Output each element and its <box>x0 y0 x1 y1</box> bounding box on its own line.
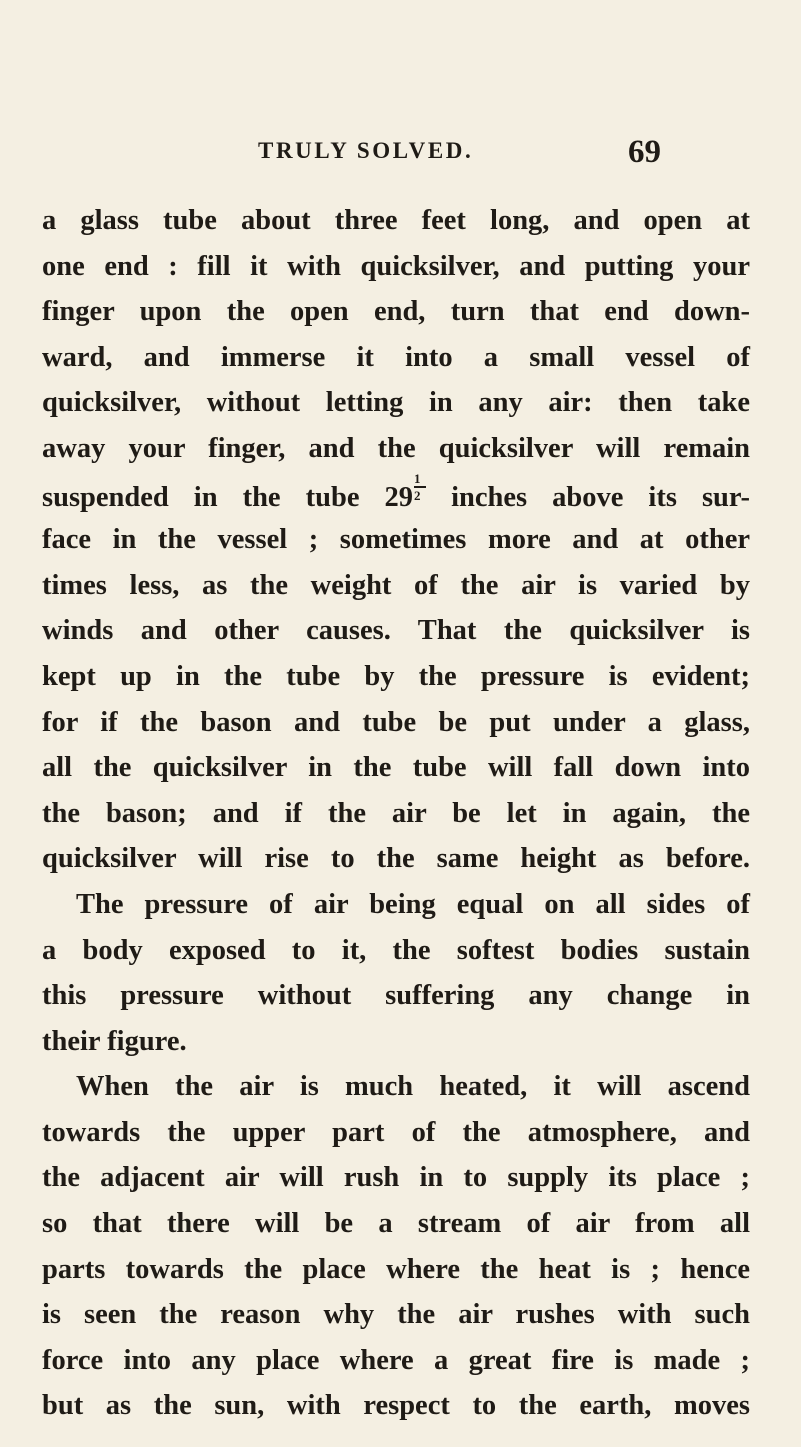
paragraph-start-line: When the air is much heated, it will ascend <box>76 1071 750 1103</box>
paragraph-end-line: their figure. <box>42 1025 187 1057</box>
text-line: away your finger, and the quicksilver will remain <box>42 432 750 464</box>
running-title: TRULY SOLVED. <box>258 138 474 163</box>
text-line: kept up in the tube by the pressure is evident; <box>42 660 750 692</box>
text-line: the bason; and if the air be let in again, the <box>42 797 750 829</box>
text-line: parts towards the place where the heat is ; hence <box>42 1253 750 1285</box>
page-number: 69 <box>628 134 661 170</box>
text-line: one end : fill it with quicksilver, and putting your <box>42 250 750 282</box>
text-line: winds and other causes. That the quicksilver is <box>42 615 750 647</box>
text-line: a body exposed to it, the softest bodies sustain <box>42 934 750 966</box>
text-line: all the quicksilver in the tube will fall down into <box>42 752 750 784</box>
text-line: towards the upper part of the atmosphere, and <box>42 1116 750 1148</box>
text-line: quicksilver, without letting in any air: then take <box>42 387 750 419</box>
text-line: times less, as the weight of the air is varied by <box>42 569 750 601</box>
text-line: this pressure without suffering any change in <box>42 980 750 1012</box>
paragraph-start-line: The pressure of air being equal on all sides of <box>76 888 750 920</box>
text-line: so that there will be a stream of air from all <box>42 1208 750 1240</box>
fraction-denominator: 2 <box>414 487 421 503</box>
number-29: 29 <box>384 481 414 513</box>
text-line: force into any place where a great fire is made ; <box>42 1344 750 1376</box>
text-line: but as the sun, with respect to the earth, moves <box>42 1390 750 1422</box>
text-line: ward, and immerse it into a small vessel of <box>42 341 750 373</box>
text-line: finger upon the open end, turn that end down- <box>42 296 750 328</box>
fraction-numerator: 1 <box>414 470 421 486</box>
text-segment: inches above its sur- <box>451 481 750 513</box>
body-text <box>42 198 750 1429</box>
text-line: the adjacent air will rush in to supply its place ; <box>42 1162 750 1194</box>
text-line-with-fraction <box>42 472 750 518</box>
fraction-one-half <box>414 472 426 502</box>
text-line: a glass tube about three feet long, and open at <box>42 205 750 236</box>
text-line: is seen the reason why the air rushes with such <box>42 1299 750 1331</box>
text-line: quicksilver will rise to the same height as before. <box>42 843 750 875</box>
running-head <box>0 134 801 178</box>
text-line: face in the vessel ; sometimes more and at other <box>42 524 750 556</box>
text-segment: suspended in the tube <box>42 481 360 513</box>
text-line: for if the bason and tube be put under a glass, <box>42 706 750 738</box>
